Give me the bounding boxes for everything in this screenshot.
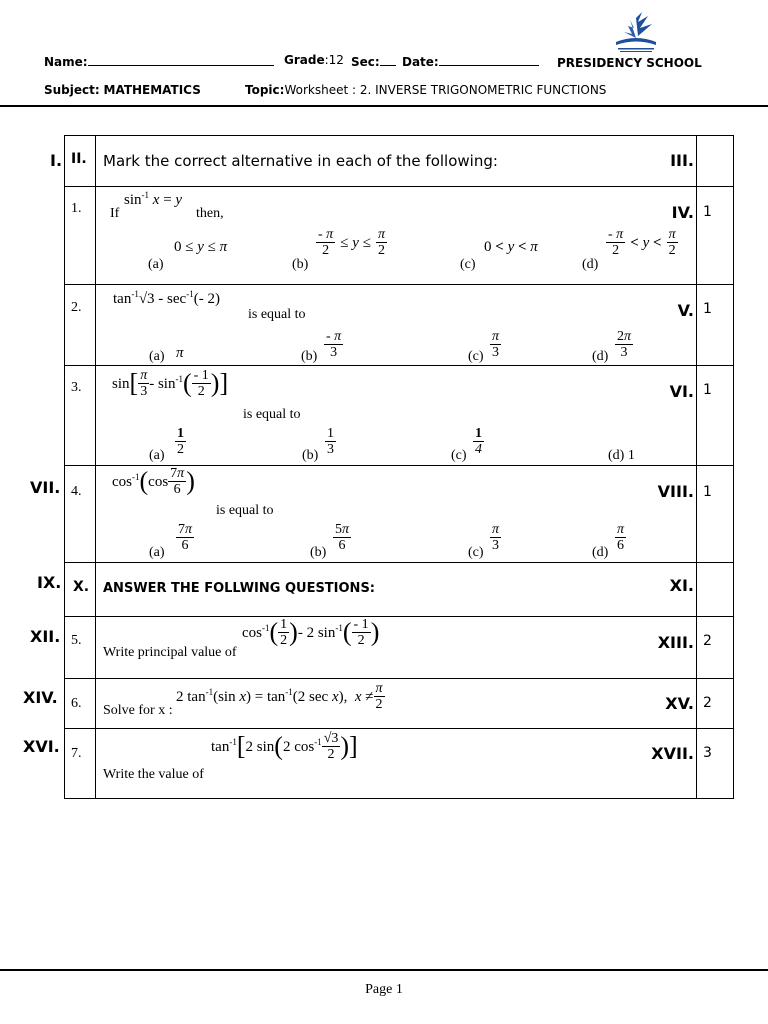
- question-row-5: [65, 617, 734, 679]
- topic-label: Topic:: [245, 83, 285, 97]
- q7-roman-left: XVI.: [23, 737, 60, 756]
- section-1-roman-left: I.: [50, 151, 63, 170]
- footer-divider: [0, 969, 768, 971]
- q2-roman-right: V.: [677, 301, 694, 320]
- q3-option-c-expr: $\frac{1}{4}$: [475, 426, 482, 457]
- section-2-roman-inner: X.: [73, 579, 90, 595]
- subject-line: [44, 83, 201, 97]
- q1-option-c-label: (c): [460, 257, 476, 272]
- question-row-2: [65, 285, 734, 366]
- q7-roman-right: XVII.: [651, 744, 694, 763]
- q4-option-c-label: (c): [468, 545, 484, 560]
- question-2-number: 2.: [71, 300, 82, 315]
- school-name: PRESIDENCY SCHOOL: [557, 56, 702, 70]
- name-field[interactable]: [44, 53, 274, 69]
- school-logo: [608, 8, 664, 54]
- page-number: Page 1: [365, 982, 403, 997]
- q1-roman-right: IV.: [671, 203, 694, 222]
- q2-option-a-expr: π: [176, 345, 184, 361]
- topic-line: [245, 83, 606, 97]
- q3-option-b-label: (b): [302, 448, 319, 463]
- q1-equation: $\sin^{-1} x = y$: [124, 190, 183, 208]
- q2-option-a-label: (a): [149, 349, 165, 364]
- q1-post-text: then,: [196, 206, 224, 221]
- header-divider: [0, 105, 768, 107]
- q3-equation: sin[ $\frac{\pi}{3}$ - $\sin^{-1}$( $\frac{- 1}{2}$ )]: [112, 368, 229, 399]
- section-1-roman-right: III.: [670, 151, 694, 170]
- q2-option-d-expr: $\frac{2\pi}{3}$: [617, 329, 632, 360]
- q4-roman-left: VII.: [30, 478, 61, 497]
- section-2-roman-left: IX.: [37, 573, 62, 592]
- q5-text: Write principal value of: [103, 645, 237, 660]
- q1-option-d-label: (d): [582, 257, 599, 272]
- date-field[interactable]: [402, 53, 539, 69]
- q2-option-b-label: (b): [301, 349, 318, 364]
- subject-value: MATHEMATICS: [103, 83, 201, 97]
- q5-roman-right: XIII.: [657, 633, 694, 652]
- q6-roman-left: XIV.: [23, 688, 58, 707]
- q2-post-text: is equal to: [248, 307, 306, 322]
- q4-option-a-expr: $\frac{7\pi}{6}$: [178, 522, 193, 553]
- q3-option-a-label: (a): [149, 448, 165, 463]
- question-row-7: [65, 729, 734, 799]
- question-row-6: [65, 679, 734, 729]
- section-2-title: ANSWER THE FOLLWING QUESTIONS:: [103, 581, 376, 596]
- q4-option-c-expr: $\frac{\pi}{3}$: [492, 522, 500, 553]
- question-6-number: 6.: [71, 696, 82, 711]
- sec-field[interactable]: [351, 53, 396, 69]
- q4-option-b-expr: $\frac{5\pi}{6}$: [335, 522, 350, 553]
- grade-field: [284, 53, 344, 67]
- q4-option-b-label: (b): [310, 545, 327, 560]
- q3-option-b-expr: $\frac{1}{3}$: [327, 426, 334, 457]
- q3-marks: 1: [703, 382, 712, 398]
- q4-option-a-label: (a): [149, 545, 165, 560]
- q2-option-b-expr: $\frac{- \pi}{3}$: [326, 329, 342, 360]
- topic-value: Worksheet : 2. INVERSE TRIGONOMETRIC FUNCTIONS: [284, 83, 607, 97]
- question-row-3: [65, 366, 734, 466]
- q2-option-c-label: (c): [468, 349, 484, 364]
- q4-equation: $\cos^{-1}(\cos$ $\frac{7\pi}{6}$ ): [112, 466, 195, 497]
- q2-option-c-expr: $\frac{\pi}{3}$: [492, 329, 500, 360]
- q7-marks: 3: [703, 745, 712, 761]
- q7-text: Write the value of: [103, 767, 204, 782]
- q1-option-a-label: (a): [148, 257, 164, 272]
- q1-option-a-expr: 0 ≤ y ≤ π: [174, 239, 228, 255]
- section-2-roman-right: XI.: [669, 576, 694, 595]
- q2-option-d-label: (d): [592, 349, 609, 364]
- q6-equation: 2 $\tan^{-1}(\sin$ $x) = \tan^{-1}(2$ sec x), x ≠ $\frac{\pi}{2}$: [176, 681, 383, 712]
- q4-marks: 1: [703, 484, 712, 500]
- question-row-1: [65, 187, 734, 285]
- q4-option-d-expr: $\frac{\pi}{6}$: [617, 522, 625, 553]
- question-1-number: 1.: [71, 201, 82, 216]
- q3-option-c-label: (c): [451, 448, 467, 463]
- q1-pre-text: If: [110, 206, 120, 221]
- q1-option-b-expr: $\frac{- \pi}{2}$ ≤ y ≤ $\frac{\pi}{2}$: [318, 227, 386, 258]
- question-row-4: [65, 466, 734, 563]
- question-7-number: 7.: [71, 746, 82, 761]
- q3-option-d-label: (d) 1: [608, 448, 635, 463]
- q3-roman-right: VI.: [669, 382, 694, 401]
- q4-post-text: is equal to: [216, 503, 274, 518]
- q6-text: Solve for x :: [103, 703, 173, 718]
- q6-marks: 2: [703, 695, 712, 711]
- section-row-2: [65, 563, 734, 617]
- q5-marks: 2: [703, 633, 712, 649]
- q3-post-text: is equal to: [243, 407, 301, 422]
- section-row-1: [65, 136, 734, 187]
- question-4-number: 4.: [71, 484, 82, 499]
- sec-label: Sec:: [351, 55, 380, 69]
- question-3-number: 3.: [71, 380, 82, 395]
- q4-roman-right: VIII.: [657, 482, 694, 501]
- q1-option-b-label: (b): [292, 257, 309, 272]
- question-5-number: 5.: [71, 633, 82, 648]
- date-label: Date:: [402, 55, 439, 69]
- q2-marks: 1: [703, 301, 712, 317]
- q5-roman-left: XII.: [30, 627, 61, 646]
- q3-option-a-expr: $\frac{1}{2}$: [177, 426, 184, 457]
- q6-roman-right: XV.: [665, 694, 694, 713]
- q7-equation: $\tan^{-1}[2$ sin(2 $\cos^{-1}$ $\frac{√3}{2}$ )]: [211, 731, 358, 762]
- q5-equation: $\cos^{-1}$( $\frac{1}{2}$ )- 2 $\sin^{-1}$( $\frac{- 1}{2}$ ): [242, 617, 380, 648]
- q1-option-c-expr: 0 < y < π: [484, 239, 538, 255]
- q2-equation: $\tan^{-1}√3 - \sec^{-1}(-$ 2): [113, 289, 220, 307]
- q4-option-d-label: (d): [592, 545, 609, 560]
- section-1-roman-inner: II.: [71, 151, 87, 167]
- grade-label: Grade: [284, 53, 325, 67]
- grade-value: :12: [324, 53, 344, 67]
- section-1-title: Mark the correct alternative in each of the following:: [103, 152, 498, 170]
- subject-label: Subject:: [44, 83, 100, 97]
- worksheet-table: [64, 135, 734, 799]
- name-label: Name:: [44, 55, 88, 69]
- q1-marks: 1: [703, 204, 712, 220]
- q1-option-d-expr: $\frac{- \pi}{2}$ < y < $\frac{\pi}{2}$: [608, 227, 676, 258]
